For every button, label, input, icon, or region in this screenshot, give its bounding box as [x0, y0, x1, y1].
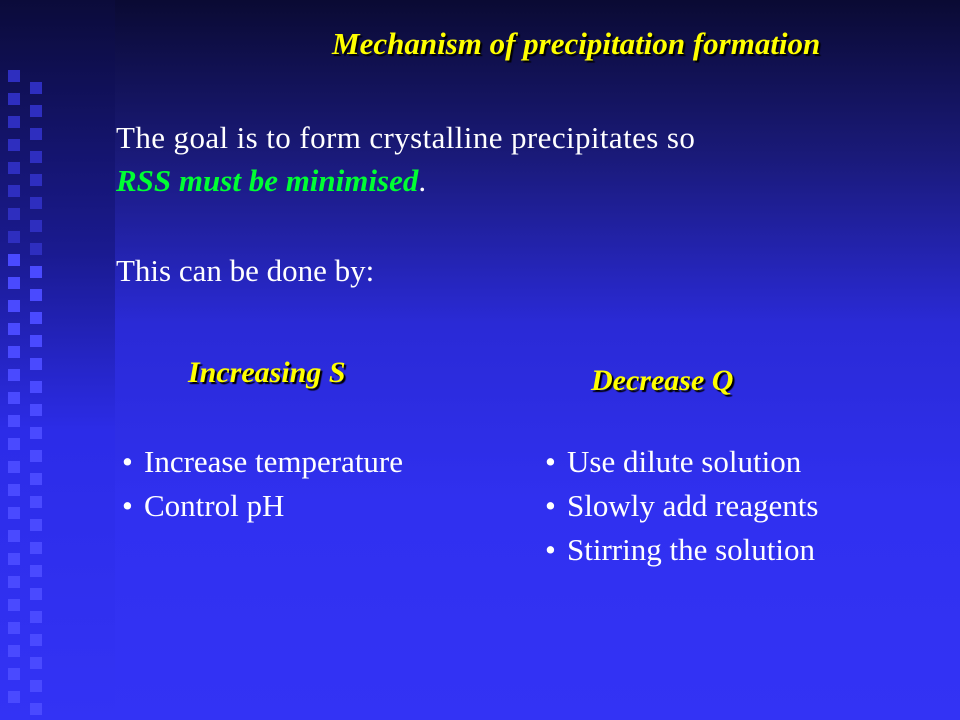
goal-text: The goal is to form crystalline precipitates so — [116, 120, 696, 155]
decorative-square — [30, 82, 42, 94]
list-item: • Slowly add reagents — [545, 484, 818, 528]
decorative-square — [30, 634, 42, 646]
decorative-square — [8, 461, 20, 473]
bullet-icon: • — [122, 444, 133, 479]
rss-emphasis: RSS must be minimised — [116, 163, 419, 198]
decorative-square — [30, 312, 42, 324]
decorative-square — [8, 208, 20, 220]
decorative-square — [8, 622, 20, 634]
decorative-square — [30, 657, 42, 669]
bullet-icon: • — [545, 532, 556, 567]
list-item: • Increase temperature — [122, 440, 403, 484]
decorative-square — [8, 553, 20, 565]
decorative-square — [30, 105, 42, 117]
list-item: • Use dilute solution — [545, 440, 818, 484]
decorative-square — [8, 277, 20, 289]
done-by-text: This can be done by: — [116, 253, 375, 288]
decorative-squares — [0, 0, 115, 720]
decorative-square — [30, 588, 42, 600]
decorative-square — [8, 369, 20, 381]
list-decrease-q — [545, 440, 818, 572]
decorative-square — [30, 427, 42, 439]
decorative-square — [30, 680, 42, 692]
bullet-icon: • — [545, 488, 556, 523]
decorative-square — [30, 197, 42, 209]
decorative-square — [30, 496, 42, 508]
decorative-square — [8, 484, 20, 496]
list-increasing-s — [122, 440, 403, 528]
list-item: • Stirring the solution — [545, 528, 818, 572]
list-item: • Control pH — [122, 484, 403, 528]
decorative-square — [30, 473, 42, 485]
decorative-square — [30, 404, 42, 416]
decorative-square — [8, 185, 20, 197]
decorative-square — [30, 358, 42, 370]
decorative-square — [30, 519, 42, 531]
decorative-square — [8, 254, 20, 266]
decorative-square — [30, 128, 42, 140]
decorative-square — [30, 542, 42, 554]
decorative-square — [8, 668, 20, 680]
decorative-square — [30, 220, 42, 232]
decorative-square — [8, 438, 20, 450]
decorative-square — [30, 243, 42, 255]
bullet-icon: • — [122, 488, 133, 523]
heading-decrease-q: Decrease Q — [591, 364, 734, 397]
decorative-square — [8, 346, 20, 358]
decorative-square — [30, 266, 42, 278]
decorative-square — [8, 70, 20, 82]
decorative-square — [8, 691, 20, 703]
decorative-square — [8, 139, 20, 151]
decorative-square — [8, 645, 20, 657]
decorative-square — [30, 565, 42, 577]
decorative-square — [30, 335, 42, 347]
decorative-square — [30, 381, 42, 393]
decorative-square — [8, 415, 20, 427]
decorative-square — [8, 507, 20, 519]
decorative-square — [8, 576, 20, 588]
decorative-square — [30, 450, 42, 462]
decorative-square — [30, 703, 42, 715]
bullet-icon: • — [545, 444, 556, 479]
rss-tail: . — [418, 163, 427, 198]
decorative-square — [8, 323, 20, 335]
decorative-square — [8, 392, 20, 404]
decorative-square — [8, 116, 20, 128]
decorative-square — [30, 151, 42, 163]
decorative-square — [8, 162, 20, 174]
decorative-square — [8, 599, 20, 611]
rss-line — [116, 163, 426, 199]
slide-title: Mechanism of precipitation formation — [332, 26, 821, 61]
decorative-square — [30, 611, 42, 623]
decorative-square — [8, 530, 20, 542]
heading-increasing-s: Increasing S — [188, 356, 346, 389]
decorative-square — [30, 174, 42, 186]
decorative-square — [8, 300, 20, 312]
decorative-square — [8, 93, 20, 105]
decorative-square — [8, 231, 20, 243]
decorative-square — [30, 289, 42, 301]
